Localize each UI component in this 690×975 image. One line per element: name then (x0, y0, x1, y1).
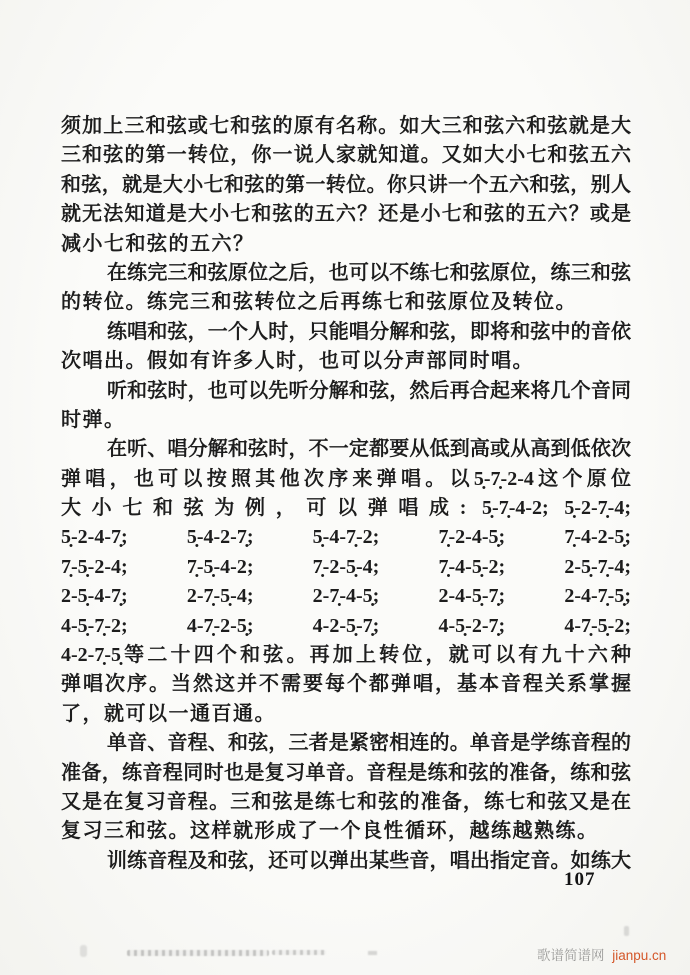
text-line: 次唱出。假如有许多人时，也可以分声部同时唱。 (61, 350, 534, 373)
text-line: 听和弦时，也可以先听分解和弦，然后再合起来将几个音同 (107, 379, 631, 402)
text-line: 的转位。练完三和弦转位之后再练七和弦原位及转位。 (61, 291, 577, 314)
text-line: 须加上三和弦或七和弦的原有名称。如大三和弦六和弦就是大 (61, 115, 631, 137)
watermark-site-url: jianpu.cn (612, 948, 667, 963)
text-line: 时弹。 (61, 408, 126, 431)
text-line: 复习三和弦。这样就形成了一个良性循环，越练越熟练。 (61, 820, 599, 843)
text-line: 在练完三和弦原位之后，也可以不练七和弦原位，练三和弦 (107, 261, 631, 284)
text-line: 单音、音程、和弦，三者是紧密相连的。单音是学练音程的 (107, 732, 631, 755)
text-block (61, 112, 631, 876)
text-line: 三和弦的第一转位，你一说人家就知道。又如大小七和弦五六 (61, 144, 631, 167)
text-line: 弹唱，也可以按照其他次序来弹唱。以5̣-7̣-2-4这个原位 (61, 467, 631, 490)
text-line: 练唱和弦，一个人时，只能唱分解和弦，即将和弦中的音依 (107, 320, 631, 343)
text-line: 和弦，就是大小七和弦的第一转位。你只讲一个五六和弦，别人 (61, 173, 631, 196)
page-number: 107 (564, 869, 596, 890)
scan-artifact-line (272, 950, 326, 955)
scan-artifact-speck (80, 945, 87, 957)
text-line: 就无法知道是大小七和弦的五六？还是小七和弦的五六？或是 (61, 203, 631, 226)
text-line: 又是在复习音程。三和弦是练七和弦的准备，练七和弦又是在 (61, 790, 631, 813)
scan-artifact-speck (368, 951, 377, 955)
text-line: 减小七和弦的五六？ (61, 232, 255, 255)
text-line: 了，就可以一通百通。 (61, 702, 276, 725)
watermark-site-name: 歌谱简谱网 (537, 948, 605, 963)
scan-artifact-line (127, 950, 269, 956)
text-line: 训练音程及和弦，还可以弹出某些音，唱出指定音。如练大 (107, 849, 631, 872)
text-line: 7̣-5̣-2-4; 7̣-5̣-4-2; 7̣-2-5̣-4; 7̣-4-5̣-2; 2-5̣-7̣-4; (61, 555, 631, 578)
text-line: 弹唱次序。当然这并不需要每个都弹唱，基本音程关系掌握 (61, 673, 631, 696)
text-line: 4-5̣-7̣-2; 4-7̣-2-5̣; 4-2-5̣-7̣; 4-5̣-2-7̣; 4-7̣-5̣-2; (61, 614, 631, 637)
watermark (537, 944, 666, 964)
text-line: 在听、唱分解和弦时，不一定都要从低到高或从高到低依次 (107, 438, 631, 461)
text-line: 准备，练音程同时也是复习单音。音程是练和弦的准备，练和弦 (61, 761, 631, 784)
text-line: 大小七和弦为例，可以弹唱成: 5̣-7̣-4-2; 5̣-2-7̣-4; (61, 497, 631, 520)
text-line: 5̣-2-4-7̣; 5̣-4-2-7̣; 5̣-4-7̣-2; 7̣-2-4-5̣; 7̣-4-2-5̣; (61, 526, 631, 549)
text-line: 2-5̣-4-7̣; 2-7̣-5̣-4; 2-7̣-4-5̣; 2-4-5̣-7̣; 2-4-7̣-5̣; (61, 585, 631, 608)
scan-artifact-speck (624, 926, 629, 936)
text-line: 4-2-7̣-5̣等二十四个和弦。再加上转位，就可以有九十六种 (61, 644, 631, 667)
